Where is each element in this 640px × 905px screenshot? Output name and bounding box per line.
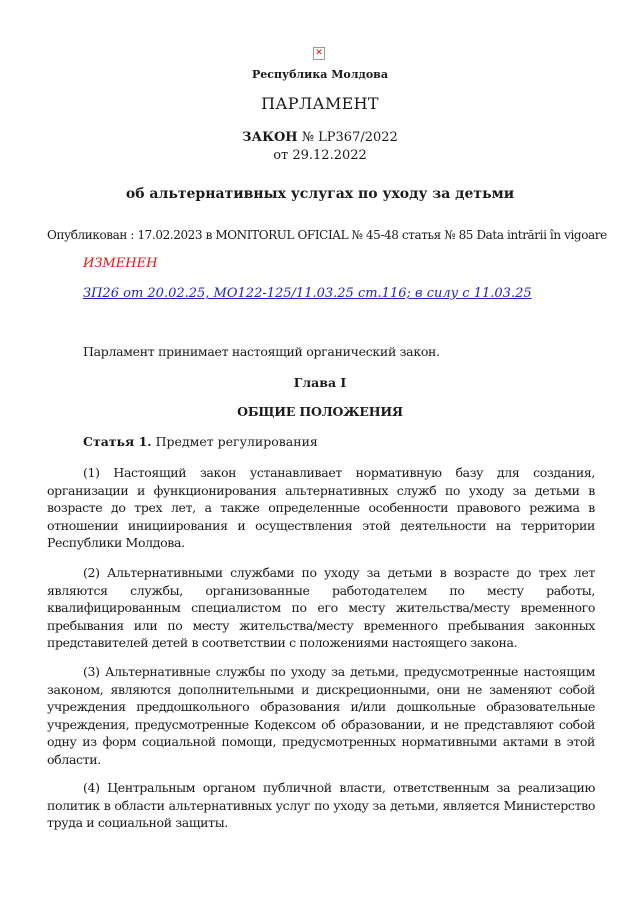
chapter-title: ОБЩИЕ ПОЛОЖЕНИЯ	[237, 404, 403, 419]
article-paragraph-2: (2) Альтернативными службами по уходу за детьми в возрасте до трех лет являются службы, организованные работодателем по месту работы, квалифицированным специалистом по его месту жительства/месту временного пребывания или по месту жительства/месту временного пребывания законных представителей детей в соответствии с положениями настоящего закона.	[47, 565, 595, 650]
institution-heading: ПАРЛАМЕНТ	[261, 94, 379, 113]
article-label: Статья 1.	[83, 434, 152, 449]
broken-image-icon: ✕	[313, 47, 325, 60]
article-paragraph-1: (1) Настоящий закон устанавливает нормативную базу для создания, организации и функционирования альтернативных служб по уходу за детьми в возрасте до трех лет, а также определенные особенности правового режима в отношении инициирования и осуществления этой деятельности на территории Республики Молдова.	[47, 465, 595, 550]
chapter-heading: Глава I	[293, 375, 347, 390]
article-heading	[83, 434, 318, 449]
amended-status: ИЗМЕНЕН	[83, 256, 158, 271]
law-number: № LP367/2022	[301, 130, 398, 145]
amendment-link[interactable]: ЗП26 от 20.02.25, МО122-125/11.03.25 ст.116; в силу с 11.03.25	[83, 286, 532, 301]
law-date: от 29.12.2022	[273, 148, 367, 163]
republic-name: Республика Молдова	[252, 68, 388, 81]
publication-info: Опубликован : 17.02.2023 в MONITORUL OFICIAL № 45-48 статья № 85 Data intrării în vigoare	[47, 228, 607, 242]
law-label: ЗАКОН	[242, 130, 298, 145]
law-title: об альтернативных услугах по уходу за детьми	[125, 186, 515, 202]
article-title: Предмет регулирования	[155, 434, 318, 449]
article-paragraph-4: (4) Центральным органом публичной власти, ответственным за реализацию политик в области альтернативных услуг по уходу за детьми, является Министерство труда и социальной защиты.	[47, 780, 595, 830]
article-paragraph-3: (3) Альтернативные службы по уходу за детьми, предусмотренные настоящим законом, являются дополнительными и дискреционными, они не заменяют собой учреждения преддошкольного образования и/или дошкольные образовательные учреждения, предусмотренные Кодексом об образовании, и не представляют собой одну из форм социальной помощи, предусмотренных нормативными актами в этой области.	[47, 664, 595, 767]
law-number-line	[0, 130, 640, 145]
preamble: Парламент принимает настоящий органический закон.	[83, 344, 440, 359]
